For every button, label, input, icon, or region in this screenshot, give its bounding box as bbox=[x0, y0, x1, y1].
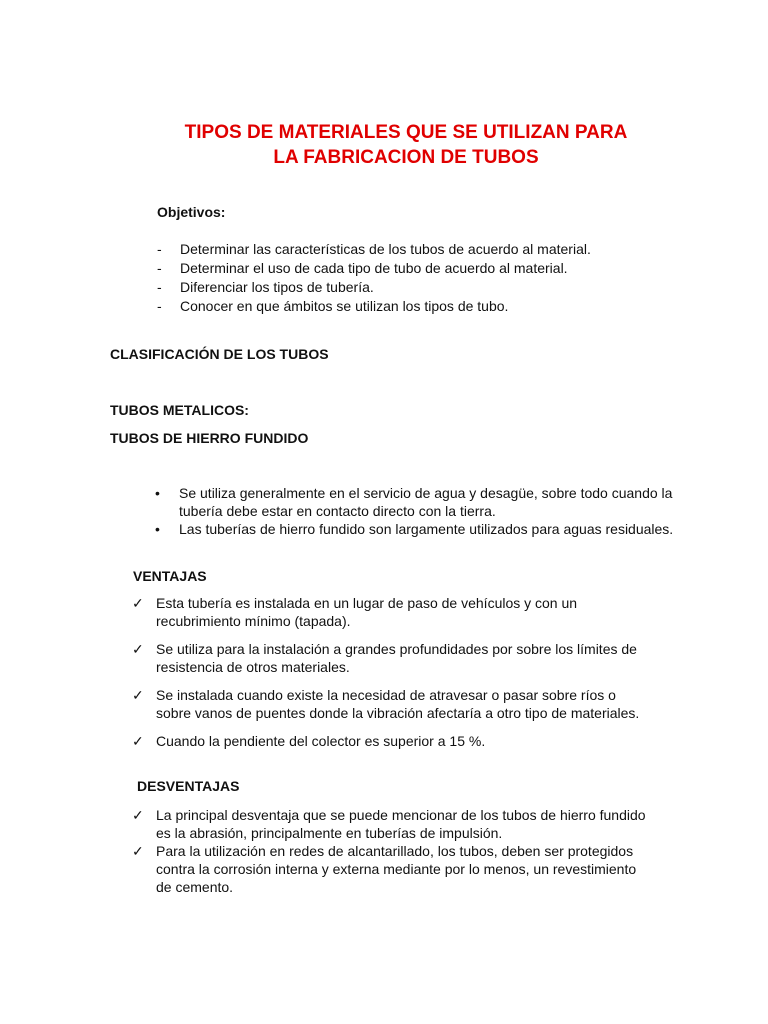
list-item: ✓ Para la utilización en redes de alcantarillado, los tubos, deben ser protegidos contra la corrosión interna y externa mediante por lo menos, un revestimiento de cemento. bbox=[132, 843, 637, 895]
dash-bullet-icon: - bbox=[157, 260, 162, 276]
clasificacion-heading: CLASIFICACIÓN DE LOS TUBOS bbox=[110, 346, 329, 362]
list-item: ✓ Se utiliza para la instalación a grandes profundidades por sobre los límites de resistencia de otros materiales. bbox=[132, 641, 637, 675]
objetivos-heading: Objetivos: bbox=[157, 204, 226, 220]
desventajas-list bbox=[132, 806, 652, 896]
document-title bbox=[0, 120, 768, 170]
dash-bullet-icon: - bbox=[157, 279, 162, 295]
ventajas-list bbox=[132, 594, 652, 750]
bullet-icon: • bbox=[155, 485, 160, 501]
list-item: • Las tuberías de hierro fundido son largamente utilizados para aguas residuales. bbox=[155, 521, 674, 537]
title-line-2: LA FABRICACION DE TUBOS bbox=[273, 147, 539, 168]
title-line-1: TIPOS DE MATERIALES QUE SE UTILIZAN PARA bbox=[184, 122, 628, 143]
dash-bullet-icon: - bbox=[157, 298, 162, 314]
list-item: • Se utiliza generalmente en el servicio de agua y desagüe, sobre todo cuando la tubería debe estar en contacto directo con la tierra. bbox=[155, 485, 673, 519]
metalicos-heading: TUBOS METALICOS: bbox=[110, 402, 249, 418]
objetivos-list bbox=[157, 240, 591, 316]
list-item: - Diferenciar los tipos de tubería. bbox=[157, 279, 374, 295]
checkmark-icon: ✓ bbox=[132, 595, 144, 611]
list-item: - Determinar el uso de cada tipo de tubo de acuerdo al material. bbox=[157, 260, 568, 276]
list-item: - Determinar las características de los tubos de acuerdo al material. bbox=[157, 241, 591, 257]
dash-bullet-icon: - bbox=[157, 241, 162, 257]
hierro-heading: TUBOS DE HIERRO FUNDIDO bbox=[110, 430, 309, 446]
checkmark-icon: ✓ bbox=[132, 807, 144, 823]
checkmark-icon: ✓ bbox=[132, 641, 144, 657]
list-item: ✓ La principal desventaja que se puede mencionar de los tubos de hierro fundido es la abrasión, principalmente en tuberías de impulsión. bbox=[132, 807, 646, 841]
desventajas-heading: DESVENTAJAS bbox=[137, 778, 240, 794]
ventajas-heading: VENTAJAS bbox=[133, 568, 207, 584]
list-item: ✓ Cuando la pendiente del colector es superior a 15 %. bbox=[132, 733, 486, 749]
list-item: ✓ Esta tubería es instalada en un lugar de paso de vehículos y con un recubrimiento mínimo (tapada). bbox=[132, 595, 578, 629]
list-item: - Conocer en que ámbitos se utilizan los tipos de tubo. bbox=[157, 298, 509, 314]
checkmark-icon: ✓ bbox=[132, 733, 144, 749]
list-item: ✓ Se instalada cuando existe la necesidad de atravesar o pasar sobre ríos o sobre vanos de puentes donde la vibración afectaría a otro tipo de materiales. bbox=[132, 687, 640, 721]
bullet-icon: • bbox=[155, 521, 160, 537]
checkmark-icon: ✓ bbox=[132, 843, 144, 859]
hierro-bullet-list bbox=[155, 484, 675, 538]
checkmark-icon: ✓ bbox=[132, 687, 144, 703]
